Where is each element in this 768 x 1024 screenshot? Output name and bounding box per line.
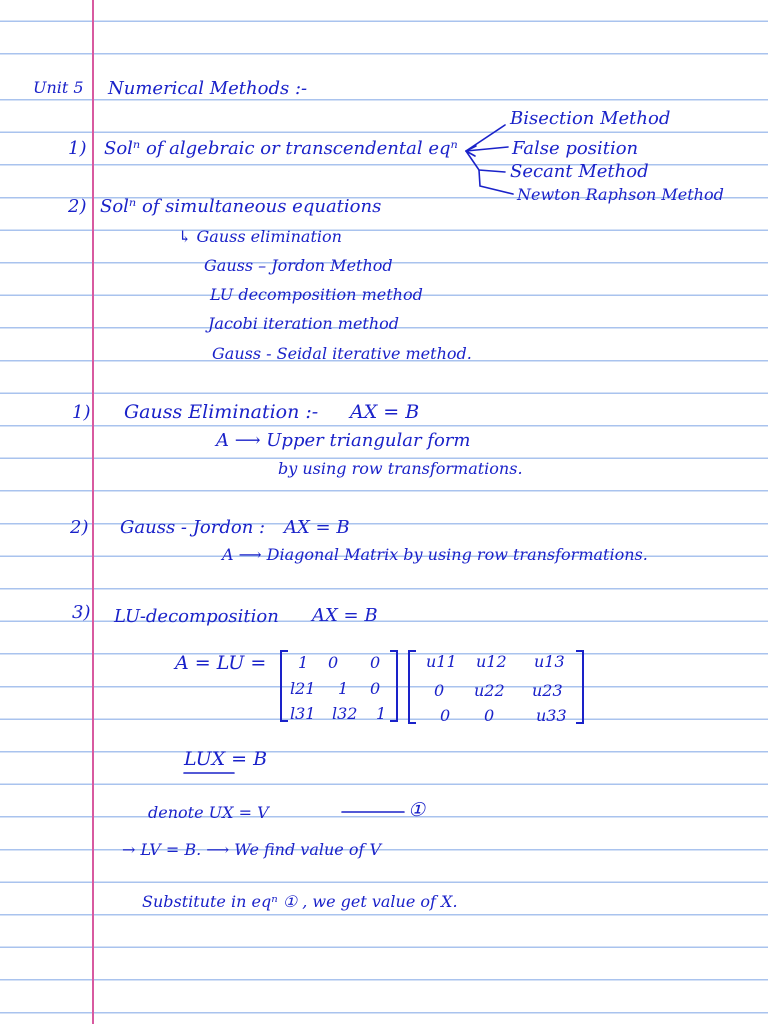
method-jacobi: Jacobi iteration method (208, 314, 400, 333)
section-2-title: Gauss - Jordon : (120, 517, 266, 538)
method-lu-decomposition: LU decomposition method (210, 285, 423, 304)
section-3-title: LU-decomposition (114, 606, 279, 627)
matrix-u-cell: u33 (536, 706, 567, 725)
matrix-u-cell: u23 (532, 681, 563, 700)
section-1-number: 1) (72, 402, 91, 423)
section-2-equation: AX = B (284, 517, 350, 538)
equation-1-marker: ① (408, 799, 426, 821)
unit-label: Unit 5 (33, 78, 84, 97)
section-3-equation: AX = B (312, 605, 378, 626)
matrix-u-cell: u11 (426, 652, 457, 671)
method-gauss-elimination: ↳ Gauss elimination (178, 227, 342, 246)
matrix-l-cell: 1 (376, 704, 387, 723)
topic-2-number: 2) (68, 196, 87, 217)
matrix-u-cell: 0 (484, 706, 495, 725)
page-title: Numerical Methods :- (108, 78, 308, 99)
method-gauss-jordon: Gauss – Jordon Method (204, 256, 393, 275)
matrix-l-cell: l32 (332, 704, 358, 723)
matrix-u-cell: 0 (440, 706, 451, 725)
topic-1-number: 1) (68, 138, 87, 159)
denote-line: denote UX = V (148, 803, 269, 822)
matrix-l-cell: 1 (298, 653, 309, 672)
matrix-l-cell: 0 (328, 653, 339, 672)
matrix-u-cell: u12 (476, 652, 507, 671)
section-3-number: 3) (72, 602, 91, 623)
method-false-position: False position (512, 138, 639, 159)
section-2-number: 2) (70, 517, 89, 538)
lv-line: → LV = B. ⟶ We find value of V (122, 840, 382, 859)
matrix-l-cell: l31 (290, 704, 316, 723)
section-1-equation: AX = B (350, 401, 420, 423)
section-1-line-1: A ⟶ Upper triangular form (216, 430, 471, 451)
matrix-l-cell: l21 (290, 679, 316, 698)
lu-lhs: A = LU = (175, 652, 267, 674)
matrix-u-cell: u13 (534, 652, 565, 671)
matrix-l-cell: 1 (338, 679, 349, 698)
section-1-line-2: by using row transformations. (278, 459, 523, 478)
substitute-line: Substitute in eqⁿ ① , we get value of X. (142, 892, 458, 911)
lux-equation: LUX = B (184, 748, 268, 770)
topic-1-text: Solⁿ of algebraic or transcendental eqⁿ (104, 138, 458, 159)
section-1-title: Gauss Elimination :- (124, 401, 319, 423)
matrix-l-cell: 0 (370, 679, 381, 698)
matrix-u-cell: u22 (474, 681, 505, 700)
method-bisection: Bisection Method (510, 108, 671, 129)
method-gauss-seidal: Gauss - Seidal iterative method. (212, 344, 472, 363)
method-newton-raphson: Newton Raphson Method (517, 185, 724, 204)
matrix-u-cell: 0 (434, 681, 445, 700)
topic-2-text: Solⁿ of simultaneous equations (100, 196, 382, 217)
section-2-line-1: A ⟶ Diagonal Matrix by using row transformations. (222, 545, 648, 564)
method-secant: Secant Method (510, 161, 649, 182)
matrix-l-cell: 0 (370, 653, 381, 672)
